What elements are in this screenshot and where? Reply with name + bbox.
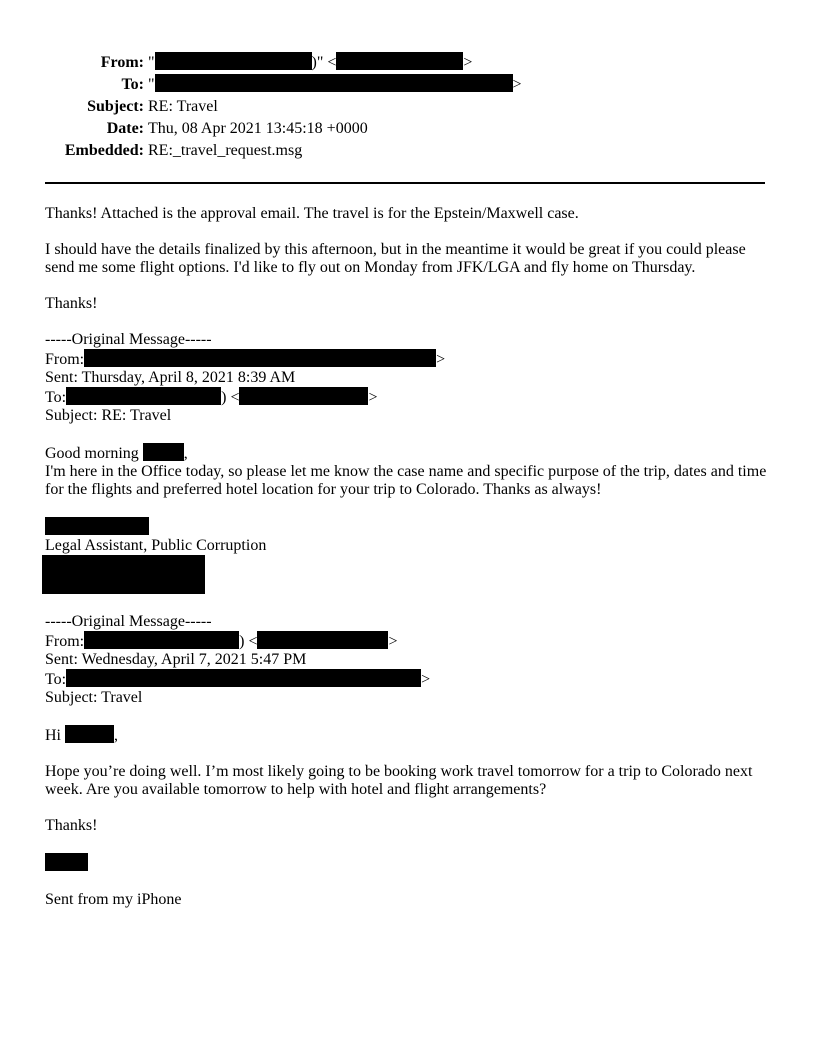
orig1-to-suffix: > <box>368 389 378 406</box>
orig2-subject: Subject: Travel <box>45 689 143 706</box>
orig2-to <box>45 669 775 689</box>
redaction-block <box>84 349 436 367</box>
to-suffix: > <box>512 76 522 93</box>
from-suffix: > <box>463 54 473 71</box>
orig1-from <box>45 349 775 369</box>
header-subject-row <box>0 96 816 118</box>
header-from-row <box>0 52 816 74</box>
redaction-block <box>42 555 205 594</box>
from-value <box>148 52 472 74</box>
to-value <box>148 74 522 96</box>
to-prefix: " <box>148 76 155 93</box>
orig1-sent: Sent: Thursday, April 8, 2021 8:39 AM <box>45 369 296 386</box>
original-message-marker: -----Original Message----- <box>45 331 212 348</box>
from-prefix: " <box>148 54 155 71</box>
redaction-block <box>155 74 513 92</box>
orig1-signature-title: Legal Assistant, Public Corruption <box>45 537 267 554</box>
body-thanks: Thanks! <box>45 295 98 312</box>
body-paragraph-2: I should have the details finalized by this afternoon, but in the meantime it would be great if you could please send me some flight options. I'd like to fly out on Monday from JFK/LGA and fly home on Thursday. <box>45 241 746 276</box>
orig2-signature-name <box>45 853 775 873</box>
orig1-subject: Subject: RE: Travel <box>45 407 172 424</box>
from-mid: )" < <box>311 54 337 71</box>
embedded-label: Embedded: <box>64 142 144 159</box>
orig2-from <box>45 631 775 651</box>
orig2-from-suffix: > <box>388 633 398 650</box>
orig2-greeting-prefix: Hi <box>45 727 61 744</box>
original-message-marker: -----Original Message----- <box>45 613 212 630</box>
date-value: Thu, 08 Apr 2021 13:45:18 +0000 <box>148 120 368 137</box>
header-date-row <box>0 118 816 140</box>
orig1-greeting-suffix: , <box>183 445 188 462</box>
orig2-sent: Sent: Wednesday, April 7, 2021 5:47 PM <box>45 651 307 668</box>
orig1-from-label: From: <box>45 351 85 368</box>
redaction-block <box>45 853 88 871</box>
orig1-from-suffix: > <box>436 351 446 368</box>
orig1-signature-details <box>45 555 775 595</box>
redaction-block <box>155 52 312 70</box>
orig2-to-suffix: > <box>421 671 431 688</box>
header-to-row <box>0 74 816 96</box>
orig2-thanks: Thanks! <box>45 817 98 834</box>
header-embedded-row <box>0 140 816 162</box>
from-label: From: <box>100 54 144 71</box>
orig2-greeting <box>45 725 775 745</box>
orig1-greeting-prefix: Good morning <box>45 445 139 462</box>
header-divider <box>45 182 765 184</box>
orig2-text: Hope you’re doing well. I’m most likely going to be booking work travel tomorrow for a trip to Colorado next week. Are you available tomorrow to help with hotel and flight arrangements? <box>45 763 753 798</box>
redaction-block <box>66 669 421 687</box>
redaction-block <box>84 631 239 649</box>
orig1-to-label: To: <box>45 389 67 406</box>
orig2-footer: Sent from my iPhone <box>45 891 182 908</box>
orig1-to-mid: ) < <box>221 389 240 406</box>
orig1-greeting <box>45 443 775 463</box>
orig1-signature-name <box>45 517 775 537</box>
redaction-block <box>65 725 114 743</box>
embedded-attachment[interactable]: RE:_travel_request.msg <box>148 142 303 159</box>
body-paragraph-1: Thanks! Attached is the approval email. The travel is for the Epstein/Maxwell case. <box>45 205 579 222</box>
orig2-from-mid: ) < <box>239 633 258 650</box>
redaction-block <box>143 443 184 461</box>
redaction-block <box>66 387 221 405</box>
orig2-to-label: To: <box>45 671 67 688</box>
subject-label: Subject: <box>87 98 144 115</box>
redaction-block <box>336 52 463 70</box>
to-label: To: <box>121 76 144 93</box>
orig1-text: I'm here in the Office today, so please let me know the case name and specific purpose of the trip, dates and time for the flights and preferred hotel location for your trip to Colorado. Thanks as always! <box>45 463 767 498</box>
orig1-to <box>45 387 775 407</box>
orig2-greeting-suffix: , <box>114 727 118 744</box>
redaction-block <box>257 631 388 649</box>
redaction-block <box>239 387 368 405</box>
orig2-from-label: From: <box>45 633 85 650</box>
date-label: Date: <box>106 120 144 137</box>
email-header <box>0 52 816 162</box>
subject-value: RE: Travel <box>148 98 218 115</box>
redaction-block <box>45 517 149 535</box>
email-body <box>45 205 775 909</box>
